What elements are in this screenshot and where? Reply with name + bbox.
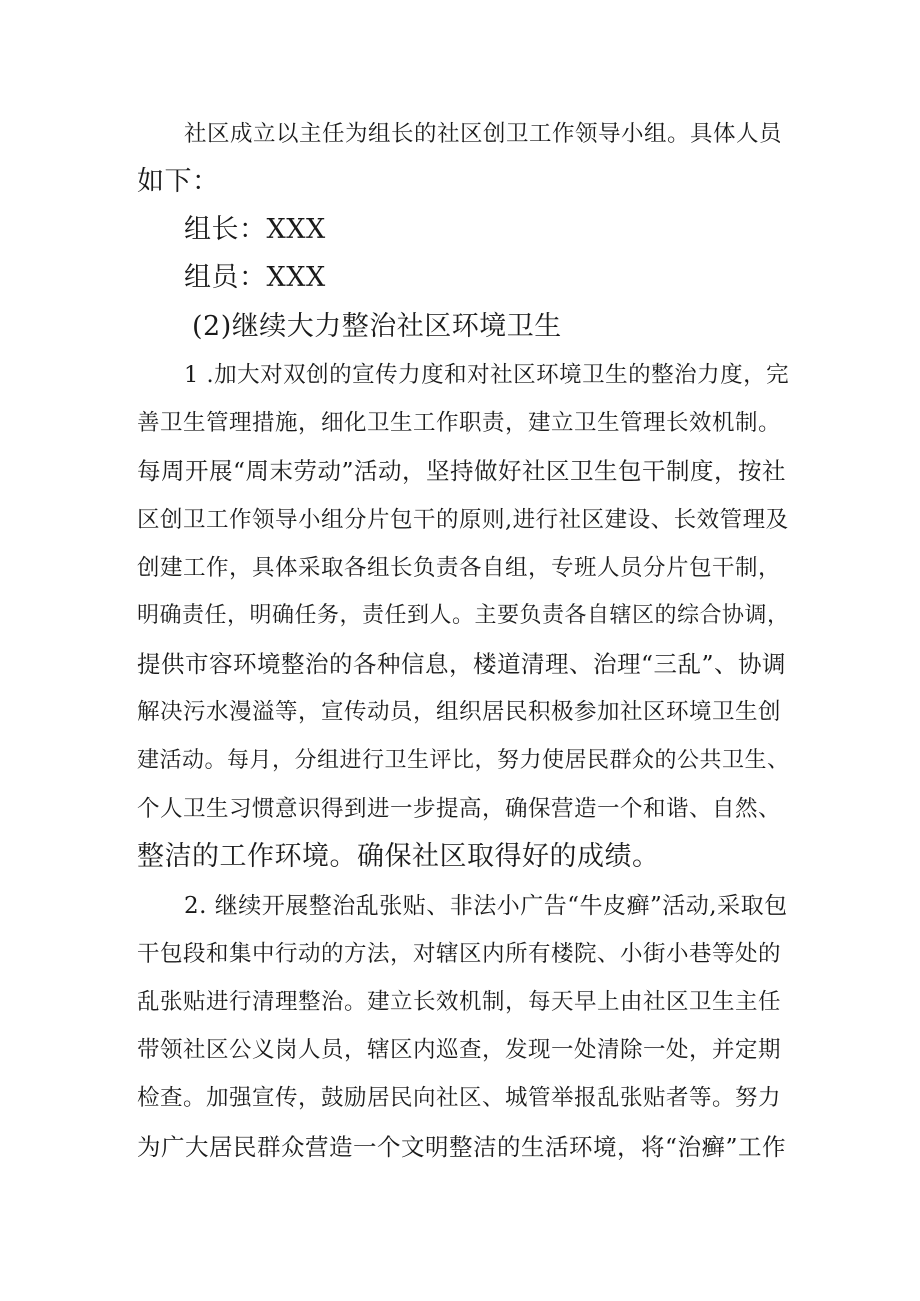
paragraph-line: 建活动。每月，分组进行卫生评比，努力使居民群众的公共卫生、 [137, 748, 790, 773]
paragraph-line: 如下： [137, 166, 220, 197]
paragraph-line: 乱张贴进行清理整治。建立长效机制，每天早上由社区卫生主任 [137, 989, 782, 1015]
section-heading: (2)继续大力整治社区环境卫生 [192, 311, 562, 342]
paragraph-line: 个人卫生习惯意识得到进一步提高，确保营造一个和谐、自然、 [137, 796, 782, 822]
paragraph-line: 提供市容环境整治的各种信息，楼道清理、治理“三乱”、协调 [137, 650, 787, 678]
paragraph-line: 善卫生管理措施，细化卫生工作职责，建立卫生管理长效机制。 [137, 410, 782, 436]
paragraph-line: 区创卫工作领导小组分片包干的原则,进行社区建设、长效管理及 [137, 507, 789, 533]
paragraph-line: 检查。加强宣传，鼓励居民向社区、城管举报乱张贴者等。努力 [137, 1085, 782, 1111]
paragraph-line: 1 .加大对双创的宣传力度和对社区环境卫生的整治力度，完 [184, 362, 790, 388]
paragraph-line: 干包段和集中行动的方法，对辖区内所有楼院、小街小巷等处的 [137, 941, 782, 967]
paragraph-line: 明确责任，明确任务，责任到人。主要负责各自辖区的综合协调， [137, 603, 790, 628]
paragraph-line: 创建工作，具体采取各组长负责各自组，专班人员分片包干制， [137, 555, 782, 581]
paragraph-line: 社区成立以主任为组长的社区创卫工作领导小组。具体人员 [184, 121, 783, 147]
paragraph-line: 带领社区公义岗人员，辖区内巡查，发现一处清除一处，并定期 [137, 1037, 782, 1063]
team-leader-line: 组长：XXX [184, 214, 326, 245]
team-member-line: 组员：XXX [184, 262, 326, 293]
paragraph-line: 整洁的工作环境。确保社区取得好的成绩。 [137, 841, 660, 872]
paragraph-line: 为广大居民群众营造一个文明整洁的生活环境，将“治癣”工作 [137, 1133, 787, 1161]
paragraph-line: 每周开展“周末劳动”活动，坚持做好社区卫生包干制度，按社 [137, 457, 787, 485]
paragraph-line: 解决污水漫溢等，宣传动员，组织居民积极参加社区环境卫生创 [137, 699, 782, 725]
paragraph-line: 2. 继续开展整治乱张贴、非法小广告“牛皮癣”活动,采取包 [184, 893, 788, 919]
